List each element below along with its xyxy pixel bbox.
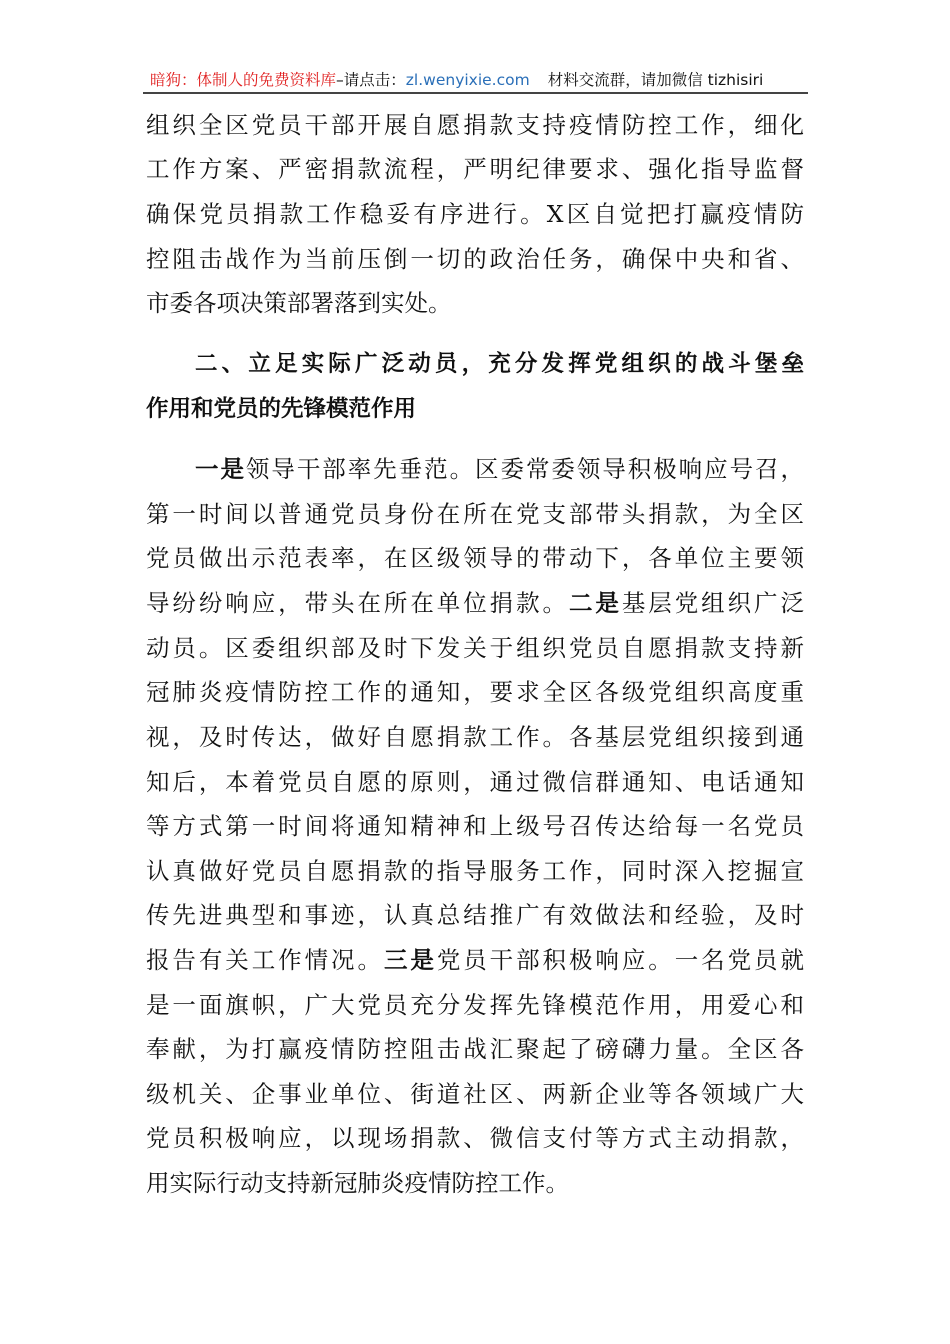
paragraph-line [195,454,804,484]
section-heading-line [195,349,804,379]
bold-lead-text: 一是 [195,455,246,483]
text-segment: 党员做出示范表率，在区级领导的带动下，各单位主要领 [146,544,804,572]
text-segment: 视，及时传达，做好自愿捐款工作。各基层党组织接到通 [146,723,804,751]
paragraph-line [146,154,804,184]
text-segment: 基层党组织广泛 [621,589,804,617]
text-segment: 动员。区委组织部及时下发关于组织党员自愿捐款支持新 [146,634,804,662]
paragraph-line [146,288,804,318]
text-segment: 领导干部率先垂范。区委常委领导积极响应号召， [245,455,805,483]
paragraph-line [146,811,804,841]
header-prompt: –请点击： [336,71,406,89]
paragraph-line [146,199,804,229]
text-segment: 二、立足实际广泛动员，充分发挥党组织的战斗堡垒 [195,351,804,377]
bold-lead-text: 三是 [383,946,437,974]
header-link[interactable]: zl.wenyixie.com [405,71,530,89]
header-divider [143,92,808,94]
paragraph-line [146,499,804,529]
text-segment: 传先进典型和事迹，认真总结推广有效做法和经验，及时 [146,901,804,929]
text-segment: 党员干部积极响应。一名党员就 [436,946,804,974]
paragraph-line [146,722,804,752]
text-segment: 作用和党员的先锋模范作用 [146,396,417,422]
paragraph-line [146,110,804,140]
paragraph-line [146,990,804,1020]
text-segment: 级机关、企事业单位、街道社区、两新企业等各领域广大 [146,1080,804,1108]
paragraph-line [146,633,804,663]
text-segment: 控阻击战作为当前压倒一切的政治任务，确保中央和省、 [146,245,804,273]
paragraph-line [146,1123,804,1153]
text-segment: 知后，本着党员自愿的原则，通过微信群通知、电话通知 [146,768,804,796]
paragraph-line [146,1034,804,1064]
text-segment: 市委各项决策部署落到实处。 [146,289,452,317]
text-segment: 确保党员捐款工作稳妥有序进行。X区自觉把打赢疫情防 [146,200,804,228]
paragraph-line [146,1168,804,1198]
text-segment: 报告有关工作情况。 [146,946,384,974]
text-segment: 冠肺炎疫情防控工作的通知，要求全区各级党组织高度重 [146,678,804,706]
paragraph-line [146,945,804,975]
paragraph-line [146,543,804,573]
text-segment: 党员积极响应，以现场捐款、微信支付等方式主动捐款， [146,1124,804,1152]
text-segment: 第一时间以普通党员身份在所在党支部带头捐款，为全区 [146,500,804,528]
page-header [150,68,805,90]
text-segment: 组织全区党员干部开展自愿捐款支持疫情防控工作，细化 [146,111,804,139]
header-brand: 暗狗：体制人的免费资料库 [150,71,337,89]
text-segment: 奉献，为打赢疫情防控阻击战汇聚起了磅礴力量。全区各 [146,1035,804,1063]
text-segment: 认真做好党员自愿捐款的指导服务工作，同时深入挖掘宣 [146,857,804,885]
paragraph-line [146,900,804,930]
text-segment: 是一面旗帜，广大党员充分发挥先锋模范作用，用爱心和 [146,991,804,1019]
paragraph-line [146,677,804,707]
section-heading-line [146,394,804,424]
paragraph-line [146,767,804,797]
paragraph-line [146,856,804,886]
paragraph-line [146,1079,804,1109]
text-segment: 导纷纷响应，带头在所在单位捐款。 [146,589,569,617]
text-segment: 工作方案、严密捐款流程，严明纪律要求、强化指导监督 [146,155,804,183]
header-contact: 材料交流群，请加微信 tizhisiri [547,71,764,89]
bold-lead-text: 二是 [569,589,622,617]
paragraph-line [146,588,804,618]
text-segment: 等方式第一时间将通知精神和上级号召传达给每一名党员 [146,812,804,840]
paragraph-line [146,244,804,274]
text-segment: 用实际行动支持新冠肺炎疫情防控工作。 [146,1169,569,1197]
